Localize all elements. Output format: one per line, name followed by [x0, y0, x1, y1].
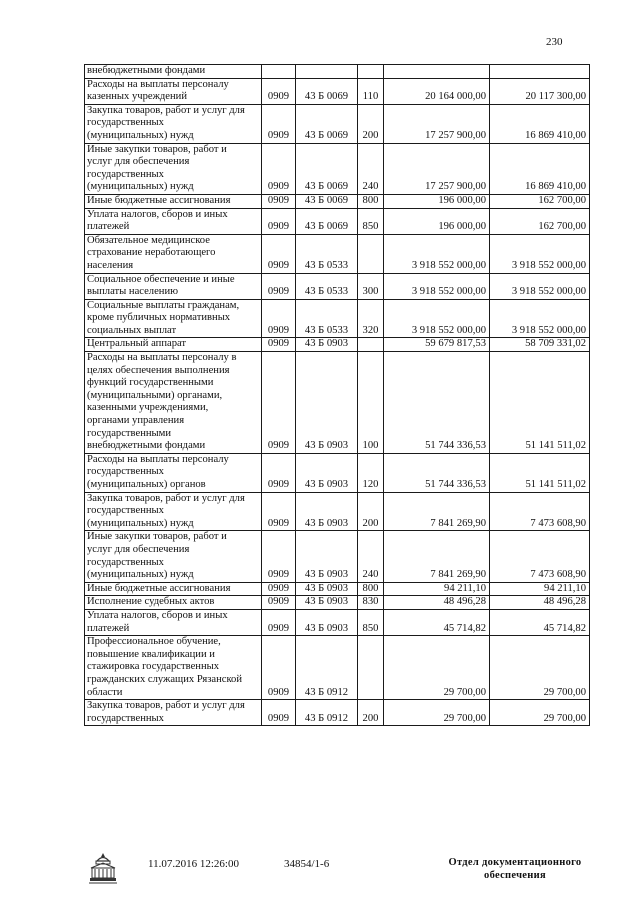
- row-value-executed-cell: 29 700,00: [490, 636, 590, 700]
- row-section-cell: 0909: [262, 78, 296, 104]
- footer-doc-number: 34854/1-6: [284, 858, 330, 870]
- row-value-planned-cell: 7 841 269,90: [384, 531, 490, 582]
- row-type-cell: 100: [358, 352, 384, 454]
- row-value-planned-cell: 196 000,00: [384, 208, 490, 234]
- row-code-cell: 43 Б 0912: [296, 636, 358, 700]
- row-section-cell: 0909: [262, 609, 296, 635]
- row-type-cell: 200: [358, 492, 384, 531]
- row-code-cell: 43 Б 0069: [296, 104, 358, 143]
- row-name-cell: Иные закупки товаров, работ и услуг для обеспечения государственных (муниципальных) нужд: [85, 143, 262, 194]
- row-section-cell: 0909: [262, 596, 296, 610]
- table-row: [85, 338, 590, 352]
- row-name-cell: Иные бюджетные ассигнования: [85, 194, 262, 208]
- row-section-cell: 0909: [262, 636, 296, 700]
- row-code-cell: 43 Б 0903: [296, 582, 358, 596]
- footer-department: [440, 856, 590, 882]
- row-value-planned-cell: 20 164 000,00: [384, 78, 490, 104]
- row-type-cell: 800: [358, 194, 384, 208]
- table-row: [85, 78, 590, 104]
- budget-table-body: [85, 65, 590, 726]
- row-type-cell: 200: [358, 104, 384, 143]
- table-row: [85, 104, 590, 143]
- row-value-planned-cell: 29 700,00: [384, 636, 490, 700]
- row-section-cell: 0909: [262, 531, 296, 582]
- row-value-executed-cell: 7 473 608,90: [490, 492, 590, 531]
- table-row: [85, 234, 590, 273]
- row-code-cell: 43 Б 0069: [296, 78, 358, 104]
- table-row: [85, 194, 590, 208]
- row-section-cell: 0909: [262, 352, 296, 454]
- row-section-cell: 0909: [262, 208, 296, 234]
- row-type-cell: 120: [358, 453, 384, 492]
- table-row: [85, 208, 590, 234]
- row-value-planned-cell: 51 744 336,53: [384, 453, 490, 492]
- row-name-cell: внебюджетными фондами: [85, 65, 262, 79]
- row-name-cell: Исполнение судебных актов: [85, 596, 262, 610]
- row-value-planned-cell: 7 841 269,90: [384, 492, 490, 531]
- row-name-cell: Закупка товаров, работ и услуг для государственных (муниципальных) нужд: [85, 104, 262, 143]
- footer-department-line2: обеспечения: [484, 870, 546, 881]
- row-type-cell: [358, 338, 384, 352]
- row-type-cell: [358, 636, 384, 700]
- row-section-cell: 0909: [262, 143, 296, 194]
- row-code-cell: 43 Б 0533: [296, 273, 358, 299]
- row-name-cell: Обязательное медицинское страхование неработающего населения: [85, 234, 262, 273]
- duma-building-icon: [88, 851, 118, 885]
- row-value-executed-cell: 29 700,00: [490, 700, 590, 726]
- row-value-planned-cell: 17 257 900,00: [384, 104, 490, 143]
- row-code-cell: 43 Б 0533: [296, 234, 358, 273]
- row-value-executed-cell: 162 700,00: [490, 194, 590, 208]
- table-row: [85, 636, 590, 700]
- row-name-cell: Расходы на выплаты персоналу казенных учреждений: [85, 78, 262, 104]
- row-value-planned-cell: 59 679 817,53: [384, 338, 490, 352]
- footer-datetime: 11.07.2016 12:26:00: [148, 858, 239, 870]
- row-value-executed-cell: 94 211,10: [490, 582, 590, 596]
- table-row: [85, 582, 590, 596]
- footer-department-line1: Отдел документационного: [448, 857, 582, 868]
- table-row: [85, 453, 590, 492]
- row-name-cell: Уплата налогов, сборов и иных платежей: [85, 609, 262, 635]
- row-code-cell: 43 Б 0069: [296, 208, 358, 234]
- table-row: [85, 609, 590, 635]
- table-row: [85, 299, 590, 338]
- row-name-cell: Закупка товаров, работ и услуг для государственных: [85, 700, 262, 726]
- row-code-cell: 43 Б 0903: [296, 453, 358, 492]
- row-type-cell: [358, 234, 384, 273]
- row-value-executed-cell: 45 714,82: [490, 609, 590, 635]
- row-value-executed-cell: 58 709 331,02: [490, 338, 590, 352]
- row-type-cell: 110: [358, 78, 384, 104]
- row-code-cell: 43 Б 0903: [296, 531, 358, 582]
- row-value-planned-cell: 17 257 900,00: [384, 143, 490, 194]
- row-type-cell: [358, 65, 384, 79]
- row-name-cell: Иные бюджетные ассигнования: [85, 582, 262, 596]
- table-row: [85, 596, 590, 610]
- row-section-cell: 0909: [262, 104, 296, 143]
- row-value-planned-cell: 51 744 336,53: [384, 352, 490, 454]
- row-value-planned-cell: 45 714,82: [384, 609, 490, 635]
- row-code-cell: 43 Б 0912: [296, 700, 358, 726]
- row-name-cell: Расходы на выплаты персоналу в целях обеспечения выполнения функций государственными (муниципальными) органами, казенными учреждениями, органами управления государственными внебюджетными фондами: [85, 352, 262, 454]
- row-value-executed-cell: [490, 65, 590, 79]
- table-row: [85, 352, 590, 454]
- row-section-cell: 0909: [262, 273, 296, 299]
- row-value-planned-cell: 29 700,00: [384, 700, 490, 726]
- row-type-cell: 240: [358, 531, 384, 582]
- row-value-executed-cell: 3 918 552 000,00: [490, 273, 590, 299]
- row-name-cell: Закупка товаров, работ и услуг для государственных (муниципальных) нужд: [85, 492, 262, 531]
- row-type-cell: 800: [358, 582, 384, 596]
- row-value-executed-cell: 3 918 552 000,00: [490, 234, 590, 273]
- row-value-executed-cell: 20 117 300,00: [490, 78, 590, 104]
- row-value-executed-cell: 16 869 410,00: [490, 104, 590, 143]
- row-section-cell: 0909: [262, 700, 296, 726]
- row-code-cell: 43 Б 0903: [296, 352, 358, 454]
- row-code-cell: 43 Б 0903: [296, 338, 358, 352]
- row-type-cell: 200: [358, 700, 384, 726]
- row-value-planned-cell: [384, 65, 490, 79]
- row-section-cell: 0909: [262, 194, 296, 208]
- row-value-executed-cell: 51 141 511,02: [490, 453, 590, 492]
- row-code-cell: 43 Б 0903: [296, 609, 358, 635]
- row-section-cell: 0909: [262, 453, 296, 492]
- row-name-cell: Уплата налогов, сборов и иных платежей: [85, 208, 262, 234]
- row-section-cell: 0909: [262, 234, 296, 273]
- row-section-cell: [262, 65, 296, 79]
- page-number: 230: [546, 36, 563, 48]
- row-type-cell: 240: [358, 143, 384, 194]
- row-value-executed-cell: 162 700,00: [490, 208, 590, 234]
- row-value-planned-cell: 94 211,10: [384, 582, 490, 596]
- row-type-cell: 850: [358, 609, 384, 635]
- budget-table: [84, 64, 590, 726]
- row-type-cell: 300: [358, 273, 384, 299]
- table-row: [85, 65, 590, 79]
- table-row: [85, 700, 590, 726]
- row-section-cell: 0909: [262, 582, 296, 596]
- row-section-cell: 0909: [262, 299, 296, 338]
- row-name-cell: Социальные выплаты гражданам, кроме публичных нормативных социальных выплат: [85, 299, 262, 338]
- row-value-planned-cell: 3 918 552 000,00: [384, 299, 490, 338]
- row-code-cell: 43 Б 0903: [296, 492, 358, 531]
- row-type-cell: 320: [358, 299, 384, 338]
- row-name-cell: Центральный аппарат: [85, 338, 262, 352]
- row-name-cell: Профессиональное обучение, повышение квалификации и стажировка государственных гражданских служащих Рязанской области: [85, 636, 262, 700]
- row-code-cell: 43 Б 0069: [296, 143, 358, 194]
- row-code-cell: 43 Б 0903: [296, 596, 358, 610]
- table-row: [85, 531, 590, 582]
- row-code-cell: 43 Б 0069: [296, 194, 358, 208]
- row-name-cell: Социальное обеспечение и иные выплаты населению: [85, 273, 262, 299]
- row-value-planned-cell: 3 918 552 000,00: [384, 234, 490, 273]
- table-row: [85, 143, 590, 194]
- row-value-planned-cell: 196 000,00: [384, 194, 490, 208]
- row-value-executed-cell: 7 473 608,90: [490, 531, 590, 582]
- row-section-cell: 0909: [262, 338, 296, 352]
- row-type-cell: 850: [358, 208, 384, 234]
- row-value-executed-cell: 51 141 511,02: [490, 352, 590, 454]
- row-code-cell: [296, 65, 358, 79]
- row-value-planned-cell: 48 496,28: [384, 596, 490, 610]
- row-value-planned-cell: 3 918 552 000,00: [384, 273, 490, 299]
- row-type-cell: 830: [358, 596, 384, 610]
- row-value-executed-cell: 48 496,28: [490, 596, 590, 610]
- table-row: [85, 492, 590, 531]
- row-value-executed-cell: 3 918 552 000,00: [490, 299, 590, 338]
- table-row: [85, 273, 590, 299]
- row-value-executed-cell: 16 869 410,00: [490, 143, 590, 194]
- row-name-cell: Иные закупки товаров, работ и услуг для обеспечения государственных (муниципальных) нужд: [85, 531, 262, 582]
- row-name-cell: Расходы на выплаты персоналу государственных (муниципальных) органов: [85, 453, 262, 492]
- row-code-cell: 43 Б 0533: [296, 299, 358, 338]
- row-section-cell: 0909: [262, 492, 296, 531]
